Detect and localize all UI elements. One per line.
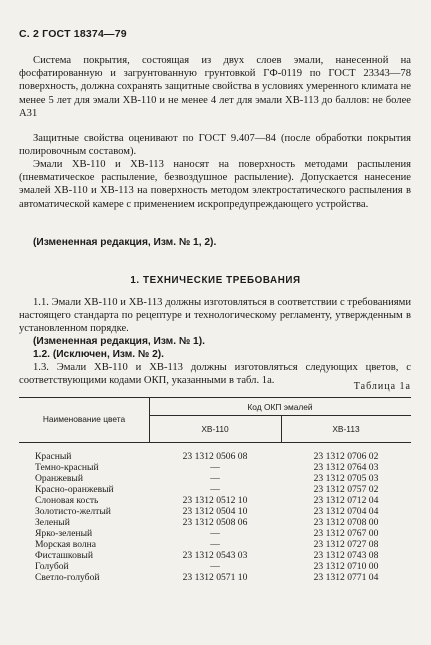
color-name: Красный [35,451,72,462]
okp-xb113: 23 1312 0705 03 [313,473,379,484]
color-name: Фисташковый [35,550,94,561]
table-row [19,572,411,583]
table-row [19,484,411,495]
table-top-rule [19,397,411,398]
table-row [19,539,411,550]
okp-xb110: 23 1312 0506 08 [182,451,248,462]
color-name: Темно-красный [35,462,99,473]
color-name: Ярко-зеленый [35,528,93,539]
okp-xb110: — [210,484,220,495]
page-header: С. 2 ГОСТ 18374—79 [19,28,127,40]
intro-paragraph-2: Защитные свойства оценивают по ГОСТ 9.407—84 (после обработки покрытия полировочным составом). [19,133,411,158]
table-col-xb110: ХВ-110 [201,424,229,434]
okp-xb110: 23 1312 0508 06 [182,517,248,528]
color-name: Оранжевый [35,473,83,484]
okp-xb113: 23 1312 0706 02 [313,451,379,462]
okp-xb110: 23 1312 0571 10 [182,572,248,583]
table-row [19,473,411,484]
table-col-xb113: ХВ-113 [332,424,360,434]
table-row [19,451,411,462]
color-name: Голубой [35,561,69,572]
table-header-rule [19,442,411,443]
table-row [19,495,411,506]
color-name: Светло-голубой [35,572,100,583]
okp-xb113: 23 1312 0710 00 [313,561,379,572]
table-col-name-header: Наименование цвета [42,414,126,424]
intro-paragraph-1: Система покрытия, состоящая из двух слоев эмали, нанесенной на фосфатированную и загрунтованную грунтовкой ГФ-0119 по ГОСТ 23343—78 поверхность, должна сохранять защитные свойства в условиях умеренного климата не менее 5 лет для эмали ХВ-110 и не менее 4 лет для эмали ХВ-113 до баллов: не более А31 [19,55,411,119]
edit-note-1: (Измененная редакция, Изм. № 1, 2). [33,237,217,248]
clause-1-2: 1.2. (Исключен, Изм. № 2). [33,349,165,360]
clause-1-3: 1.3. Эмали ХВ-110 и ХВ-113 должны изготовляться следующих цветов, с соответствующими кодами ОКП, указанными в табл. 1а. [19,362,411,387]
okp-xb113: 23 1312 0743 08 [313,550,379,561]
color-name: Слоновая кость [35,495,99,506]
okp-xb113: 23 1312 0764 03 [313,462,379,473]
okp-xb113: 23 1312 0771 04 [313,572,379,583]
color-name: Морская волна [35,539,97,550]
table-row [19,561,411,572]
edit-note-2: (Измененная редакция, Изм. № 1). [33,336,205,347]
table-row [19,462,411,473]
table-group-header: Код ОКП эмалей [247,402,313,412]
okp-xb113: 23 1312 0712 04 [313,495,379,506]
color-name: Золотисто-желтый [35,506,111,517]
intro-paragraph-3: Эмали ХВ-110 и ХВ-113 наносят на поверхность методами распыления (пневматическое распыление, безвоздушное распыление). Допускается нанесение эмалей ХВ-110 и ХВ-113 на поверхность методом электростатического распыления в автоматической камере с применением искропредупреждающего устройства. [19,159,411,210]
okp-xb110: 23 1312 0512 10 [182,495,248,506]
okp-xb113: 23 1312 0757 02 [313,484,379,495]
okp-xb113: 23 1312 0708 00 [313,517,379,528]
okp-xb113: 23 1312 0767 00 [313,528,379,539]
clause-1-1: 1.1. Эмали ХВ-110 и ХВ-113 должны изготовляться в соответствии с требованиями настоящего стандарта по рецептуре и технологическому регламенту, утвержденным в установленном порядке. [19,297,411,335]
color-name: Красно-оранжевый [35,484,114,495]
okp-xb110: 23 1312 0504 10 [182,506,248,517]
section-title: 1. ТЕХНИЧЕСКИЕ ТРЕБОВАНИЯ [130,275,301,286]
okp-xb110: — [210,528,220,539]
okp-xb110: — [210,539,220,550]
okp-xb113: 23 1312 0704 04 [313,506,379,517]
table-row [19,550,411,561]
okp-xb110: 23 1312 0543 03 [182,550,248,561]
okp-xb110: — [210,473,220,484]
okp-xb110: — [210,462,220,473]
table-caption: Таблица 1а [353,381,411,392]
okp-xb110: — [210,561,220,572]
table-group-rule [149,415,411,416]
table-row [19,506,411,517]
color-name: Зеленый [35,517,70,528]
table-row [19,517,411,528]
table-row [19,528,411,539]
okp-xb113: 23 1312 0727 08 [313,539,379,550]
